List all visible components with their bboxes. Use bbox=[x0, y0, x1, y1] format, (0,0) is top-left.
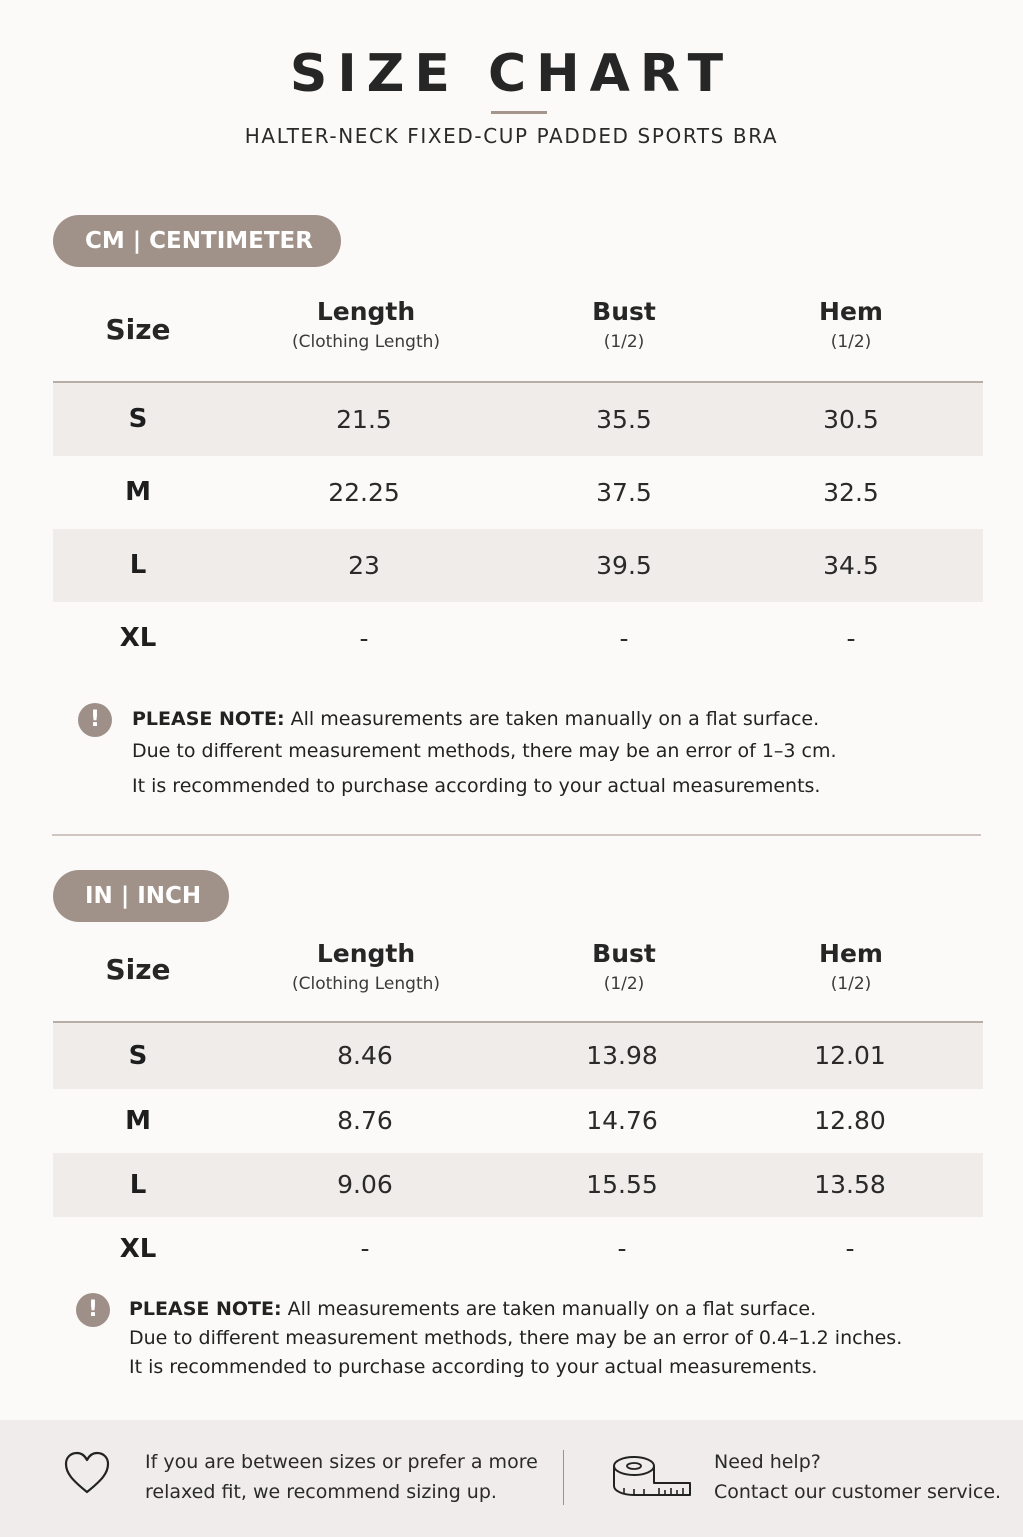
col-size-header bbox=[28, 953, 248, 986]
bust-cell: 35.5 bbox=[596, 405, 652, 434]
length-cell: 9.06 bbox=[337, 1170, 393, 1199]
table-row bbox=[53, 1153, 983, 1217]
table-row bbox=[53, 1217, 983, 1281]
table-row bbox=[53, 1023, 983, 1089]
exclamation-icon: ! bbox=[76, 1293, 110, 1327]
col-bust-sub: (1/2) bbox=[603, 332, 645, 352]
bust-cell: 37.5 bbox=[596, 478, 652, 507]
note-label: PLEASE NOTE: bbox=[129, 1298, 282, 1320]
fit-tip-line-2: relaxed fit, we recommend sizing up. bbox=[145, 1481, 497, 1503]
table-row bbox=[53, 456, 983, 529]
hem-cell: 12.80 bbox=[814, 1106, 886, 1135]
hem-cell: 32.5 bbox=[823, 478, 879, 507]
col-hem-sub: (1/2) bbox=[830, 332, 872, 352]
hem-cell: 34.5 bbox=[823, 551, 879, 580]
col-length-sub: (Clothing Length) bbox=[291, 332, 441, 352]
help-contact-link[interactable]: Contact our customer service. bbox=[714, 1481, 1002, 1503]
length-cell: 21.5 bbox=[336, 405, 392, 434]
hem-cell: 13.58 bbox=[814, 1170, 886, 1199]
length-cell: 22.25 bbox=[328, 478, 400, 507]
footer-bar bbox=[0, 1420, 1023, 1537]
col-size-header bbox=[28, 313, 248, 346]
size-cell: M bbox=[125, 477, 151, 507]
bust-cell: 14.76 bbox=[586, 1106, 658, 1135]
title-underline bbox=[491, 111, 547, 114]
size-cell: L bbox=[129, 550, 147, 580]
size-cell: XL bbox=[119, 623, 157, 653]
col-hem-label: Hem bbox=[819, 939, 883, 968]
footer-separator bbox=[563, 1450, 564, 1505]
table-row bbox=[53, 1089, 983, 1153]
col-hem-header bbox=[741, 297, 961, 352]
page-subtitle: HALTER-NECK FIXED-CUP PADDED SPORTS BRA bbox=[244, 124, 779, 148]
note-line-3: It is recommended to purchase according to your actual measurements. bbox=[132, 775, 821, 797]
col-length-header bbox=[256, 939, 476, 994]
table-header bbox=[53, 923, 983, 1023]
length-cell: - bbox=[360, 1234, 370, 1263]
size-cell: L bbox=[129, 1170, 147, 1200]
hem-cell: - bbox=[846, 624, 856, 653]
exclamation-icon: ! bbox=[78, 703, 112, 737]
hem-cell: 12.01 bbox=[814, 1041, 886, 1070]
col-length-sub: (Clothing Length) bbox=[291, 974, 441, 994]
bust-cell: - bbox=[617, 1234, 627, 1263]
col-size-label: Size bbox=[105, 313, 171, 346]
size-cell: M bbox=[125, 1106, 151, 1136]
col-bust-header bbox=[514, 297, 734, 352]
size-cell: XL bbox=[119, 1234, 157, 1264]
page-title: SIZE CHART bbox=[289, 44, 734, 104]
inch-section-badge: IN | INCH bbox=[53, 870, 229, 922]
col-bust-sub: (1/2) bbox=[603, 974, 645, 994]
length-cell: 23 bbox=[348, 551, 380, 580]
bust-cell: 39.5 bbox=[596, 551, 652, 580]
table-header bbox=[53, 283, 983, 383]
size-cell: S bbox=[128, 404, 148, 434]
col-size-label: Size bbox=[105, 953, 171, 986]
note-line-3: It is recommended to purchase according to your actual measurements. bbox=[129, 1356, 818, 1378]
length-cell: 8.76 bbox=[337, 1106, 393, 1135]
length-cell: 8.46 bbox=[337, 1041, 393, 1070]
col-hem-sub: (1/2) bbox=[830, 974, 872, 994]
col-length-label: Length bbox=[316, 939, 416, 968]
cm-section-badge: CM | CENTIMETER bbox=[53, 215, 341, 267]
col-bust-header bbox=[514, 939, 734, 994]
col-length-header bbox=[256, 297, 476, 352]
note-line-1: All measurements are taken manually on a flat surface. bbox=[284, 708, 820, 730]
col-hem-label: Hem bbox=[819, 297, 883, 326]
cm-size-table bbox=[53, 283, 983, 675]
hem-cell: - bbox=[845, 1234, 855, 1263]
bust-cell: 15.55 bbox=[586, 1170, 658, 1199]
note-line-2: Due to different measurement methods, there may be an error of 1–3 cm. bbox=[132, 740, 837, 762]
bust-cell: - bbox=[619, 624, 629, 653]
measuring-tape-icon bbox=[612, 1454, 692, 1502]
table-row bbox=[53, 383, 983, 456]
bust-cell: 13.98 bbox=[586, 1041, 658, 1070]
note-line-2: Due to different measurement methods, there may be an error of 0.4–1.2 inches. bbox=[129, 1327, 903, 1349]
table-row bbox=[53, 529, 983, 602]
col-length-label: Length bbox=[316, 297, 416, 326]
table-row bbox=[53, 602, 983, 675]
length-cell: - bbox=[359, 624, 369, 653]
help-line-1: Need help? bbox=[714, 1451, 821, 1473]
col-bust-label: Bust bbox=[592, 297, 656, 326]
inch-size-table bbox=[53, 923, 983, 1281]
col-bust-label: Bust bbox=[592, 939, 656, 968]
note-label: PLEASE NOTE: bbox=[132, 708, 285, 730]
col-hem-header bbox=[741, 939, 961, 994]
note-line-1: All measurements are taken manually on a flat surface. bbox=[281, 1298, 817, 1320]
heart-icon bbox=[62, 1448, 112, 1498]
fit-tip-line-1: If you are between sizes or prefer a more bbox=[145, 1451, 538, 1473]
hem-cell: 30.5 bbox=[823, 405, 879, 434]
section-divider bbox=[52, 834, 981, 836]
size-cell: S bbox=[128, 1041, 148, 1071]
